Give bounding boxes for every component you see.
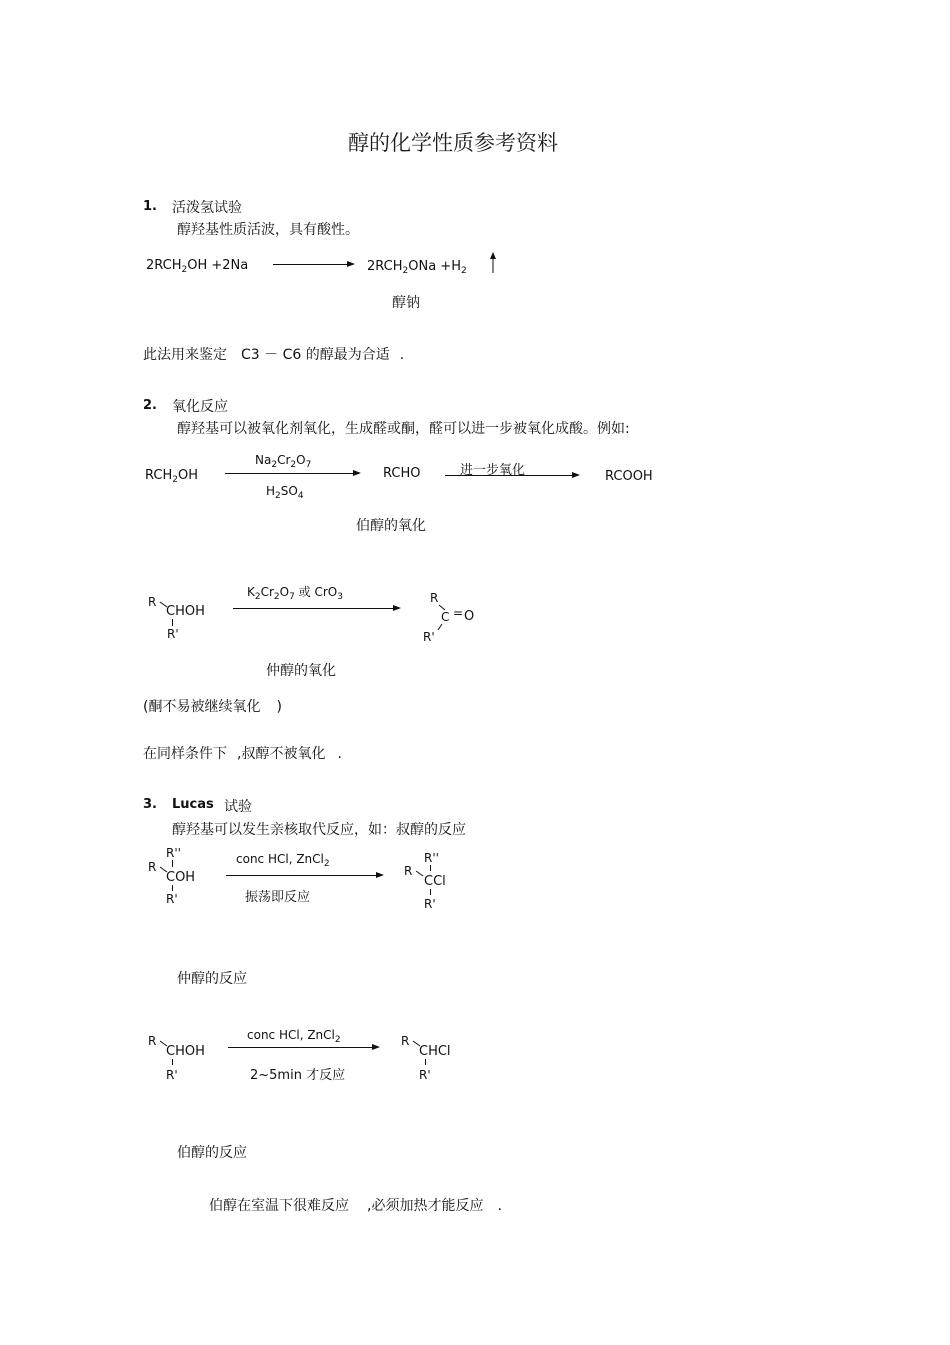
s3-eq2-bond-rprime: [172, 1059, 173, 1065]
s2-eq2-product-bond-rprime: [436, 623, 444, 631]
s2-eq1-product: RCOOH: [605, 469, 653, 484]
s2-eq1-arrow-1: [225, 473, 359, 474]
s3-eq1-product-bond-r2: [430, 865, 431, 871]
s2-eq2-product-double-bond: =: [453, 606, 464, 620]
s2-eq1-reagent-bottom: $H_2SO_4$: [266, 484, 304, 501]
s2-eq2-product-r: R: [430, 591, 439, 605]
section-3-heading: 试验: [224, 799, 252, 815]
section-3-description: 醇羟基可以发生亲核取代反应，如：叔醇的反应: [172, 822, 466, 838]
s3-eq1-product-r-prime: R': [424, 897, 436, 911]
s1-note: 此法用来鉴定 C3 － C6 的醇最为合适 .: [143, 347, 405, 363]
s2-eq1-caption: 伯醇的氧化: [356, 518, 426, 534]
section-2-heading: 氧化反应: [172, 399, 228, 415]
section-1-number: 1.: [143, 199, 157, 214]
s2-eq1-arrow-2: [445, 475, 578, 476]
s2-eq2-product-r-prime: R': [423, 630, 435, 644]
s2-eq2-product-o: O: [464, 609, 475, 624]
section-3-heading-lucas: Lucas: [172, 797, 214, 812]
s1-reaction-arrow: [273, 264, 353, 265]
s1-product-name: 醇钠: [392, 295, 420, 311]
s2-eq2-reagent: $K_2Cr_2O_7$ 或 CrO$_3$: [247, 585, 343, 602]
section-1-heading: 活泼氢试验: [172, 200, 242, 216]
s2-eq1-intermediate: RCHO: [383, 466, 421, 481]
s1-equation-left: $2RCH_2OH +2Na$: [146, 258, 249, 275]
s3-eq1-r2: R'': [166, 846, 181, 860]
s3-eq1-coh: COH: [166, 870, 196, 885]
s2-eq2-arrow: [233, 608, 399, 609]
s2-note-tertiary: 在同样条件下 ,叔醇不被氧化 .: [143, 746, 342, 762]
s3-eq1-product-r: R: [404, 864, 413, 878]
gas-evolution-arrow-icon: [488, 252, 498, 274]
section-1-description: 醇羟基性质活波，具有酸性。: [177, 222, 359, 238]
s3-eq1-bond-rprime: [172, 885, 173, 891]
s3-eq1-reagent-bottom: 振荡即反应: [245, 890, 311, 905]
s3-eq1-product-r2: R'': [424, 851, 439, 865]
s3-eq2-product-chcl: CHCl: [419, 1044, 451, 1059]
s3-eq1-arrow: [226, 875, 382, 876]
s3-eq2-product-bond-rprime: [425, 1059, 426, 1065]
s3-eq2-reagent-top: conc HCl, ZnCl$_2$: [247, 1028, 341, 1045]
s2-eq2-product-c: C: [441, 610, 450, 624]
s2-eq2-bond-rprime: [172, 619, 173, 626]
s3-eq1-product-bond-rprime: [430, 889, 431, 895]
s3-eq2-arrow: [228, 1047, 378, 1048]
s2-eq2-choh: CHOH: [166, 604, 205, 619]
s3-eq2-reagent-bottom: 2~5min 才反应: [250, 1068, 346, 1083]
s3-note-primary: 伯醇在室温下很难反应 ,必须加热才能反应 .: [209, 1198, 502, 1214]
section-2-description: 醇羟基可以被氧化剂氧化，生成醛或酮，醛可以进一步被氧化成酸。例如:: [177, 421, 630, 437]
s3-caption-primary: 伯醇的反应: [177, 1145, 247, 1161]
s2-eq1-reactant: $RCH_2OH$: [145, 468, 198, 485]
s2-eq1-step2-label: 进一步氧化: [460, 463, 526, 478]
s3-eq1-r: R: [148, 860, 157, 874]
s2-eq2-r: R: [148, 595, 157, 609]
s2-note-ketone: (酮不易被继续氧化 ): [143, 699, 282, 715]
s2-eq1-reagent-top: $Na_2Cr_2O_7$: [255, 453, 312, 470]
section-2-number: 2.: [143, 398, 157, 413]
s3-eq1-r-prime: R': [166, 892, 178, 906]
s3-eq1-product-ccl: CCl: [424, 874, 446, 889]
s3-eq1-bond-r2: [172, 860, 173, 867]
page-title: 醇的化学性质参考资料: [348, 131, 558, 155]
s3-eq2-r: R: [148, 1034, 157, 1048]
s3-eq2-product-r-prime: R': [419, 1068, 431, 1082]
s3-eq2-product-r: R: [401, 1034, 410, 1048]
s2-eq2-r-prime: R': [167, 627, 179, 641]
section-3-number: 3.: [143, 797, 157, 812]
s2-eq2-caption: 仲醇的氧化: [266, 663, 336, 679]
s3-eq1-reagent-top: conc HCl, ZnCl$_2$: [236, 852, 330, 869]
s3-caption-secondary: 仲醇的反应: [177, 971, 247, 987]
s1-equation-right: $2RCH_2ONa +H_2$: [367, 259, 467, 276]
s3-eq2-r-prime: R': [166, 1068, 178, 1082]
s3-eq2-choh: CHOH: [166, 1044, 205, 1059]
